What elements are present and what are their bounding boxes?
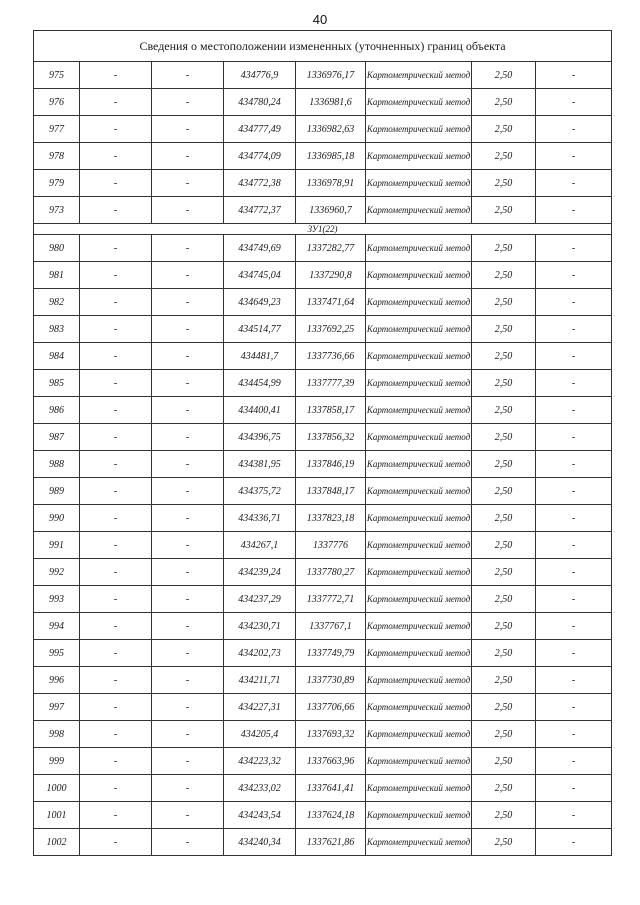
accuracy-cell: 2,50 bbox=[472, 316, 536, 343]
table-row bbox=[34, 586, 612, 613]
new-y-cell: 1337693,32 bbox=[296, 721, 366, 748]
old-x-cell: - bbox=[80, 613, 152, 640]
accuracy-cell: 2,50 bbox=[472, 235, 536, 262]
old-y-cell: - bbox=[152, 640, 224, 667]
method-cell: Картометрический метод bbox=[366, 235, 472, 262]
new-x-cell: 434381,95 bbox=[224, 451, 296, 478]
method-cell: Картометрический метод bbox=[366, 170, 472, 197]
accuracy-cell: 2,50 bbox=[472, 559, 536, 586]
point-number-cell: 993 bbox=[34, 586, 80, 613]
table-row bbox=[34, 532, 612, 559]
method-cell: Картометрический метод bbox=[366, 694, 472, 721]
method-cell: Картометрический метод bbox=[366, 559, 472, 586]
method-cell: Картометрический метод bbox=[366, 116, 472, 143]
accuracy-cell: 2,50 bbox=[472, 721, 536, 748]
new-y-cell: 1337736,66 bbox=[296, 343, 366, 370]
new-y-cell: 1336982,63 bbox=[296, 116, 366, 143]
point-number-cell: 978 bbox=[34, 143, 80, 170]
description-cell: - bbox=[536, 289, 612, 316]
table-row bbox=[34, 289, 612, 316]
method-cell: Картометрический метод bbox=[366, 667, 472, 694]
old-y-cell: - bbox=[152, 829, 224, 856]
method-cell: Картометрический метод bbox=[366, 262, 472, 289]
description-cell: - bbox=[536, 397, 612, 424]
method-cell: Картометрический метод bbox=[366, 802, 472, 829]
old-y-cell: - bbox=[152, 116, 224, 143]
old-x-cell: - bbox=[80, 316, 152, 343]
method-cell: Картометрический метод bbox=[366, 505, 472, 532]
old-x-cell: - bbox=[80, 694, 152, 721]
new-y-cell: 1336978,91 bbox=[296, 170, 366, 197]
point-number-cell: 987 bbox=[34, 424, 80, 451]
table-row bbox=[34, 143, 612, 170]
point-number-cell: 986 bbox=[34, 397, 80, 424]
table-row bbox=[34, 170, 612, 197]
point-number-cell: 991 bbox=[34, 532, 80, 559]
method-cell: Картометрический метод bbox=[366, 748, 472, 775]
old-y-cell: - bbox=[152, 505, 224, 532]
table-row bbox=[34, 802, 612, 829]
accuracy-cell: 2,50 bbox=[472, 62, 536, 89]
old-x-cell: - bbox=[80, 802, 152, 829]
point-number-cell: 979 bbox=[34, 170, 80, 197]
old-y-cell: - bbox=[152, 370, 224, 397]
old-x-cell: - bbox=[80, 262, 152, 289]
table-row bbox=[34, 316, 612, 343]
description-cell: - bbox=[536, 640, 612, 667]
method-cell: Картометрический метод bbox=[366, 451, 472, 478]
new-x-cell: 434336,71 bbox=[224, 505, 296, 532]
accuracy-cell: 2,50 bbox=[472, 640, 536, 667]
point-number-cell: 997 bbox=[34, 694, 80, 721]
old-x-cell: - bbox=[80, 586, 152, 613]
description-cell: - bbox=[536, 316, 612, 343]
point-number-cell: 989 bbox=[34, 478, 80, 505]
accuracy-cell: 2,50 bbox=[472, 343, 536, 370]
description-cell: - bbox=[536, 802, 612, 829]
boundary-coordinates-table bbox=[33, 30, 612, 856]
section-label: ЗУ1(22) bbox=[34, 224, 612, 235]
method-cell: Картометрический метод bbox=[366, 89, 472, 116]
description-cell: - bbox=[536, 235, 612, 262]
method-cell: Картометрический метод bbox=[366, 397, 472, 424]
method-cell: Картометрический метод bbox=[366, 613, 472, 640]
old-x-cell: - bbox=[80, 116, 152, 143]
new-y-cell: 1337624,18 bbox=[296, 802, 366, 829]
accuracy-cell: 2,50 bbox=[472, 532, 536, 559]
table-row bbox=[34, 667, 612, 694]
method-cell: Картометрический метод bbox=[366, 316, 472, 343]
point-number-cell: 975 bbox=[34, 62, 80, 89]
new-x-cell: 434223,32 bbox=[224, 748, 296, 775]
old-y-cell: - bbox=[152, 721, 224, 748]
old-y-cell: - bbox=[152, 89, 224, 116]
old-y-cell: - bbox=[152, 170, 224, 197]
new-x-cell: 434227,31 bbox=[224, 694, 296, 721]
new-y-cell: 1337706,66 bbox=[296, 694, 366, 721]
old-y-cell: - bbox=[152, 262, 224, 289]
accuracy-cell: 2,50 bbox=[472, 667, 536, 694]
old-y-cell: - bbox=[152, 775, 224, 802]
description-cell: - bbox=[536, 62, 612, 89]
old-y-cell: - bbox=[152, 586, 224, 613]
old-y-cell: - bbox=[152, 343, 224, 370]
description-cell: - bbox=[536, 748, 612, 775]
method-cell: Картометрический метод bbox=[366, 775, 472, 802]
accuracy-cell: 2,50 bbox=[472, 397, 536, 424]
old-x-cell: - bbox=[80, 640, 152, 667]
new-x-cell: 434776,9 bbox=[224, 62, 296, 89]
old-x-cell: - bbox=[80, 62, 152, 89]
old-y-cell: - bbox=[152, 316, 224, 343]
new-x-cell: 434774,09 bbox=[224, 143, 296, 170]
new-y-cell: 1337692,25 bbox=[296, 316, 366, 343]
method-cell: Картометрический метод bbox=[366, 197, 472, 224]
old-x-cell: - bbox=[80, 829, 152, 856]
new-y-cell: 1337776 bbox=[296, 532, 366, 559]
table-row bbox=[34, 613, 612, 640]
old-y-cell: - bbox=[152, 559, 224, 586]
new-y-cell: 1337767,1 bbox=[296, 613, 366, 640]
new-x-cell: 434205,4 bbox=[224, 721, 296, 748]
point-number-cell: 983 bbox=[34, 316, 80, 343]
table-row bbox=[34, 89, 612, 116]
section-header-row bbox=[34, 224, 612, 235]
new-x-cell: 434267,1 bbox=[224, 532, 296, 559]
accuracy-cell: 2,50 bbox=[472, 694, 536, 721]
old-x-cell: - bbox=[80, 235, 152, 262]
old-x-cell: - bbox=[80, 370, 152, 397]
new-x-cell: 434454,99 bbox=[224, 370, 296, 397]
point-number-cell: 998 bbox=[34, 721, 80, 748]
point-number-cell: 994 bbox=[34, 613, 80, 640]
method-cell: Картометрический метод bbox=[366, 62, 472, 89]
old-y-cell: - bbox=[152, 62, 224, 89]
table-row bbox=[34, 478, 612, 505]
table-row bbox=[34, 343, 612, 370]
point-number-cell: 995 bbox=[34, 640, 80, 667]
accuracy-cell: 2,50 bbox=[472, 197, 536, 224]
old-y-cell: - bbox=[152, 397, 224, 424]
new-y-cell: 1336985,18 bbox=[296, 143, 366, 170]
point-number-cell: 999 bbox=[34, 748, 80, 775]
new-y-cell: 1337780,27 bbox=[296, 559, 366, 586]
new-y-cell: 1337290,8 bbox=[296, 262, 366, 289]
old-x-cell: - bbox=[80, 451, 152, 478]
old-x-cell: - bbox=[80, 775, 152, 802]
table-row bbox=[34, 451, 612, 478]
old-y-cell: - bbox=[152, 478, 224, 505]
old-x-cell: - bbox=[80, 424, 152, 451]
old-y-cell: - bbox=[152, 613, 224, 640]
description-cell: - bbox=[536, 613, 612, 640]
new-x-cell: 434202,73 bbox=[224, 640, 296, 667]
new-x-cell: 434243,54 bbox=[224, 802, 296, 829]
accuracy-cell: 2,50 bbox=[472, 89, 536, 116]
old-x-cell: - bbox=[80, 667, 152, 694]
old-y-cell: - bbox=[152, 143, 224, 170]
old-x-cell: - bbox=[80, 748, 152, 775]
description-cell: - bbox=[536, 694, 612, 721]
description-cell: - bbox=[536, 424, 612, 451]
new-x-cell: 434239,24 bbox=[224, 559, 296, 586]
description-cell: - bbox=[536, 586, 612, 613]
table-row bbox=[34, 424, 612, 451]
description-cell: - bbox=[536, 775, 612, 802]
new-x-cell: 434230,71 bbox=[224, 613, 296, 640]
new-y-cell: 1337471,64 bbox=[296, 289, 366, 316]
new-y-cell: 1337856,32 bbox=[296, 424, 366, 451]
description-cell: - bbox=[536, 262, 612, 289]
accuracy-cell: 2,50 bbox=[472, 775, 536, 802]
old-x-cell: - bbox=[80, 397, 152, 424]
accuracy-cell: 2,50 bbox=[472, 170, 536, 197]
accuracy-cell: 2,50 bbox=[472, 505, 536, 532]
old-y-cell: - bbox=[152, 197, 224, 224]
description-cell: - bbox=[536, 532, 612, 559]
description-cell: - bbox=[536, 170, 612, 197]
old-y-cell: - bbox=[152, 694, 224, 721]
old-x-cell: - bbox=[80, 143, 152, 170]
new-x-cell: 434375,72 bbox=[224, 478, 296, 505]
accuracy-cell: 2,50 bbox=[472, 370, 536, 397]
point-number-cell: 980 bbox=[34, 235, 80, 262]
new-x-cell: 434649,23 bbox=[224, 289, 296, 316]
description-cell: - bbox=[536, 478, 612, 505]
page-number: 40 bbox=[312, 12, 328, 27]
table-row bbox=[34, 721, 612, 748]
new-x-cell: 434777,49 bbox=[224, 116, 296, 143]
accuracy-cell: 2,50 bbox=[472, 289, 536, 316]
old-x-cell: - bbox=[80, 559, 152, 586]
description-cell: - bbox=[536, 89, 612, 116]
description-cell: - bbox=[536, 197, 612, 224]
description-cell: - bbox=[536, 143, 612, 170]
old-x-cell: - bbox=[80, 89, 152, 116]
new-x-cell: 434237,29 bbox=[224, 586, 296, 613]
new-x-cell: 434780,24 bbox=[224, 89, 296, 116]
point-number-cell: 981 bbox=[34, 262, 80, 289]
accuracy-cell: 2,50 bbox=[472, 829, 536, 856]
old-x-cell: - bbox=[80, 289, 152, 316]
old-y-cell: - bbox=[152, 667, 224, 694]
new-y-cell: 1337777,39 bbox=[296, 370, 366, 397]
new-x-cell: 434211,71 bbox=[224, 667, 296, 694]
new-y-cell: 1337749,79 bbox=[296, 640, 366, 667]
point-number-cell: 1001 bbox=[34, 802, 80, 829]
accuracy-cell: 2,50 bbox=[472, 116, 536, 143]
table-row bbox=[34, 505, 612, 532]
new-x-cell: 434745,04 bbox=[224, 262, 296, 289]
description-cell: - bbox=[536, 343, 612, 370]
description-cell: - bbox=[536, 505, 612, 532]
method-cell: Картометрический метод bbox=[366, 532, 472, 559]
point-number-cell: 984 bbox=[34, 343, 80, 370]
new-y-cell: 1337848,17 bbox=[296, 478, 366, 505]
new-y-cell: 1336960,7 bbox=[296, 197, 366, 224]
table-row bbox=[34, 640, 612, 667]
old-y-cell: - bbox=[152, 802, 224, 829]
description-cell: - bbox=[536, 559, 612, 586]
new-x-cell: 434481,7 bbox=[224, 343, 296, 370]
new-y-cell: 1337621,86 bbox=[296, 829, 366, 856]
point-number-cell: 988 bbox=[34, 451, 80, 478]
table-row bbox=[34, 370, 612, 397]
old-x-cell: - bbox=[80, 197, 152, 224]
new-x-cell: 434240,34 bbox=[224, 829, 296, 856]
table-row bbox=[34, 235, 612, 262]
description-cell: - bbox=[536, 667, 612, 694]
table-row bbox=[34, 397, 612, 424]
new-x-cell: 434233,02 bbox=[224, 775, 296, 802]
table-row bbox=[34, 559, 612, 586]
new-y-cell: 1336981,6 bbox=[296, 89, 366, 116]
method-cell: Картометрический метод bbox=[366, 721, 472, 748]
table-row bbox=[34, 116, 612, 143]
method-cell: Картометрический метод bbox=[366, 143, 472, 170]
point-number-cell: 996 bbox=[34, 667, 80, 694]
old-y-cell: - bbox=[152, 532, 224, 559]
new-x-cell: 434772,37 bbox=[224, 197, 296, 224]
old-y-cell: - bbox=[152, 235, 224, 262]
new-x-cell: 434772,38 bbox=[224, 170, 296, 197]
old-x-cell: - bbox=[80, 532, 152, 559]
table-row bbox=[34, 748, 612, 775]
point-number-cell: 976 bbox=[34, 89, 80, 116]
accuracy-cell: 2,50 bbox=[472, 262, 536, 289]
accuracy-cell: 2,50 bbox=[472, 424, 536, 451]
new-y-cell: 1337663,96 bbox=[296, 748, 366, 775]
point-number-cell: 1002 bbox=[34, 829, 80, 856]
old-x-cell: - bbox=[80, 505, 152, 532]
table-row bbox=[34, 775, 612, 802]
accuracy-cell: 2,50 bbox=[472, 613, 536, 640]
new-x-cell: 434396,75 bbox=[224, 424, 296, 451]
description-cell: - bbox=[536, 116, 612, 143]
old-x-cell: - bbox=[80, 478, 152, 505]
accuracy-cell: 2,50 bbox=[472, 143, 536, 170]
description-cell: - bbox=[536, 451, 612, 478]
method-cell: Картометрический метод bbox=[366, 424, 472, 451]
point-number-cell: 977 bbox=[34, 116, 80, 143]
table-row bbox=[34, 197, 612, 224]
new-y-cell: 1337846,19 bbox=[296, 451, 366, 478]
description-cell: - bbox=[536, 721, 612, 748]
method-cell: Картометрический метод bbox=[366, 289, 472, 316]
method-cell: Картометрический метод bbox=[366, 370, 472, 397]
point-number-cell: 973 bbox=[34, 197, 80, 224]
new-y-cell: 1337730,89 bbox=[296, 667, 366, 694]
method-cell: Картометрический метод bbox=[366, 343, 472, 370]
new-y-cell: 1337282,77 bbox=[296, 235, 366, 262]
new-x-cell: 434749,69 bbox=[224, 235, 296, 262]
old-x-cell: - bbox=[80, 721, 152, 748]
method-cell: Картометрический метод bbox=[366, 640, 472, 667]
method-cell: Картометрический метод bbox=[366, 829, 472, 856]
table-row bbox=[34, 262, 612, 289]
point-number-cell: 985 bbox=[34, 370, 80, 397]
old-x-cell: - bbox=[80, 343, 152, 370]
old-y-cell: - bbox=[152, 748, 224, 775]
method-cell: Картометрический метод bbox=[366, 586, 472, 613]
old-x-cell: - bbox=[80, 170, 152, 197]
point-number-cell: 990 bbox=[34, 505, 80, 532]
accuracy-cell: 2,50 bbox=[472, 478, 536, 505]
old-y-cell: - bbox=[152, 424, 224, 451]
accuracy-cell: 2,50 bbox=[472, 748, 536, 775]
table-row bbox=[34, 829, 612, 856]
new-y-cell: 1337772,71 bbox=[296, 586, 366, 613]
new-y-cell: 1337858,17 bbox=[296, 397, 366, 424]
point-number-cell: 982 bbox=[34, 289, 80, 316]
point-number-cell: 992 bbox=[34, 559, 80, 586]
description-cell: - bbox=[536, 370, 612, 397]
table-title: Сведения о местоположении измененных (уточненных) границ объекта bbox=[34, 31, 612, 62]
new-x-cell: 434514,77 bbox=[224, 316, 296, 343]
old-y-cell: - bbox=[152, 289, 224, 316]
accuracy-cell: 2,50 bbox=[472, 451, 536, 478]
method-cell: Картометрический метод bbox=[366, 478, 472, 505]
table-row bbox=[34, 694, 612, 721]
new-y-cell: 1336976,17 bbox=[296, 62, 366, 89]
new-x-cell: 434400,41 bbox=[224, 397, 296, 424]
description-cell: - bbox=[536, 829, 612, 856]
new-y-cell: 1337641,41 bbox=[296, 775, 366, 802]
accuracy-cell: 2,50 bbox=[472, 802, 536, 829]
accuracy-cell: 2,50 bbox=[472, 586, 536, 613]
table-row bbox=[34, 62, 612, 89]
old-y-cell: - bbox=[152, 451, 224, 478]
point-number-cell: 1000 bbox=[34, 775, 80, 802]
new-y-cell: 1337823,18 bbox=[296, 505, 366, 532]
